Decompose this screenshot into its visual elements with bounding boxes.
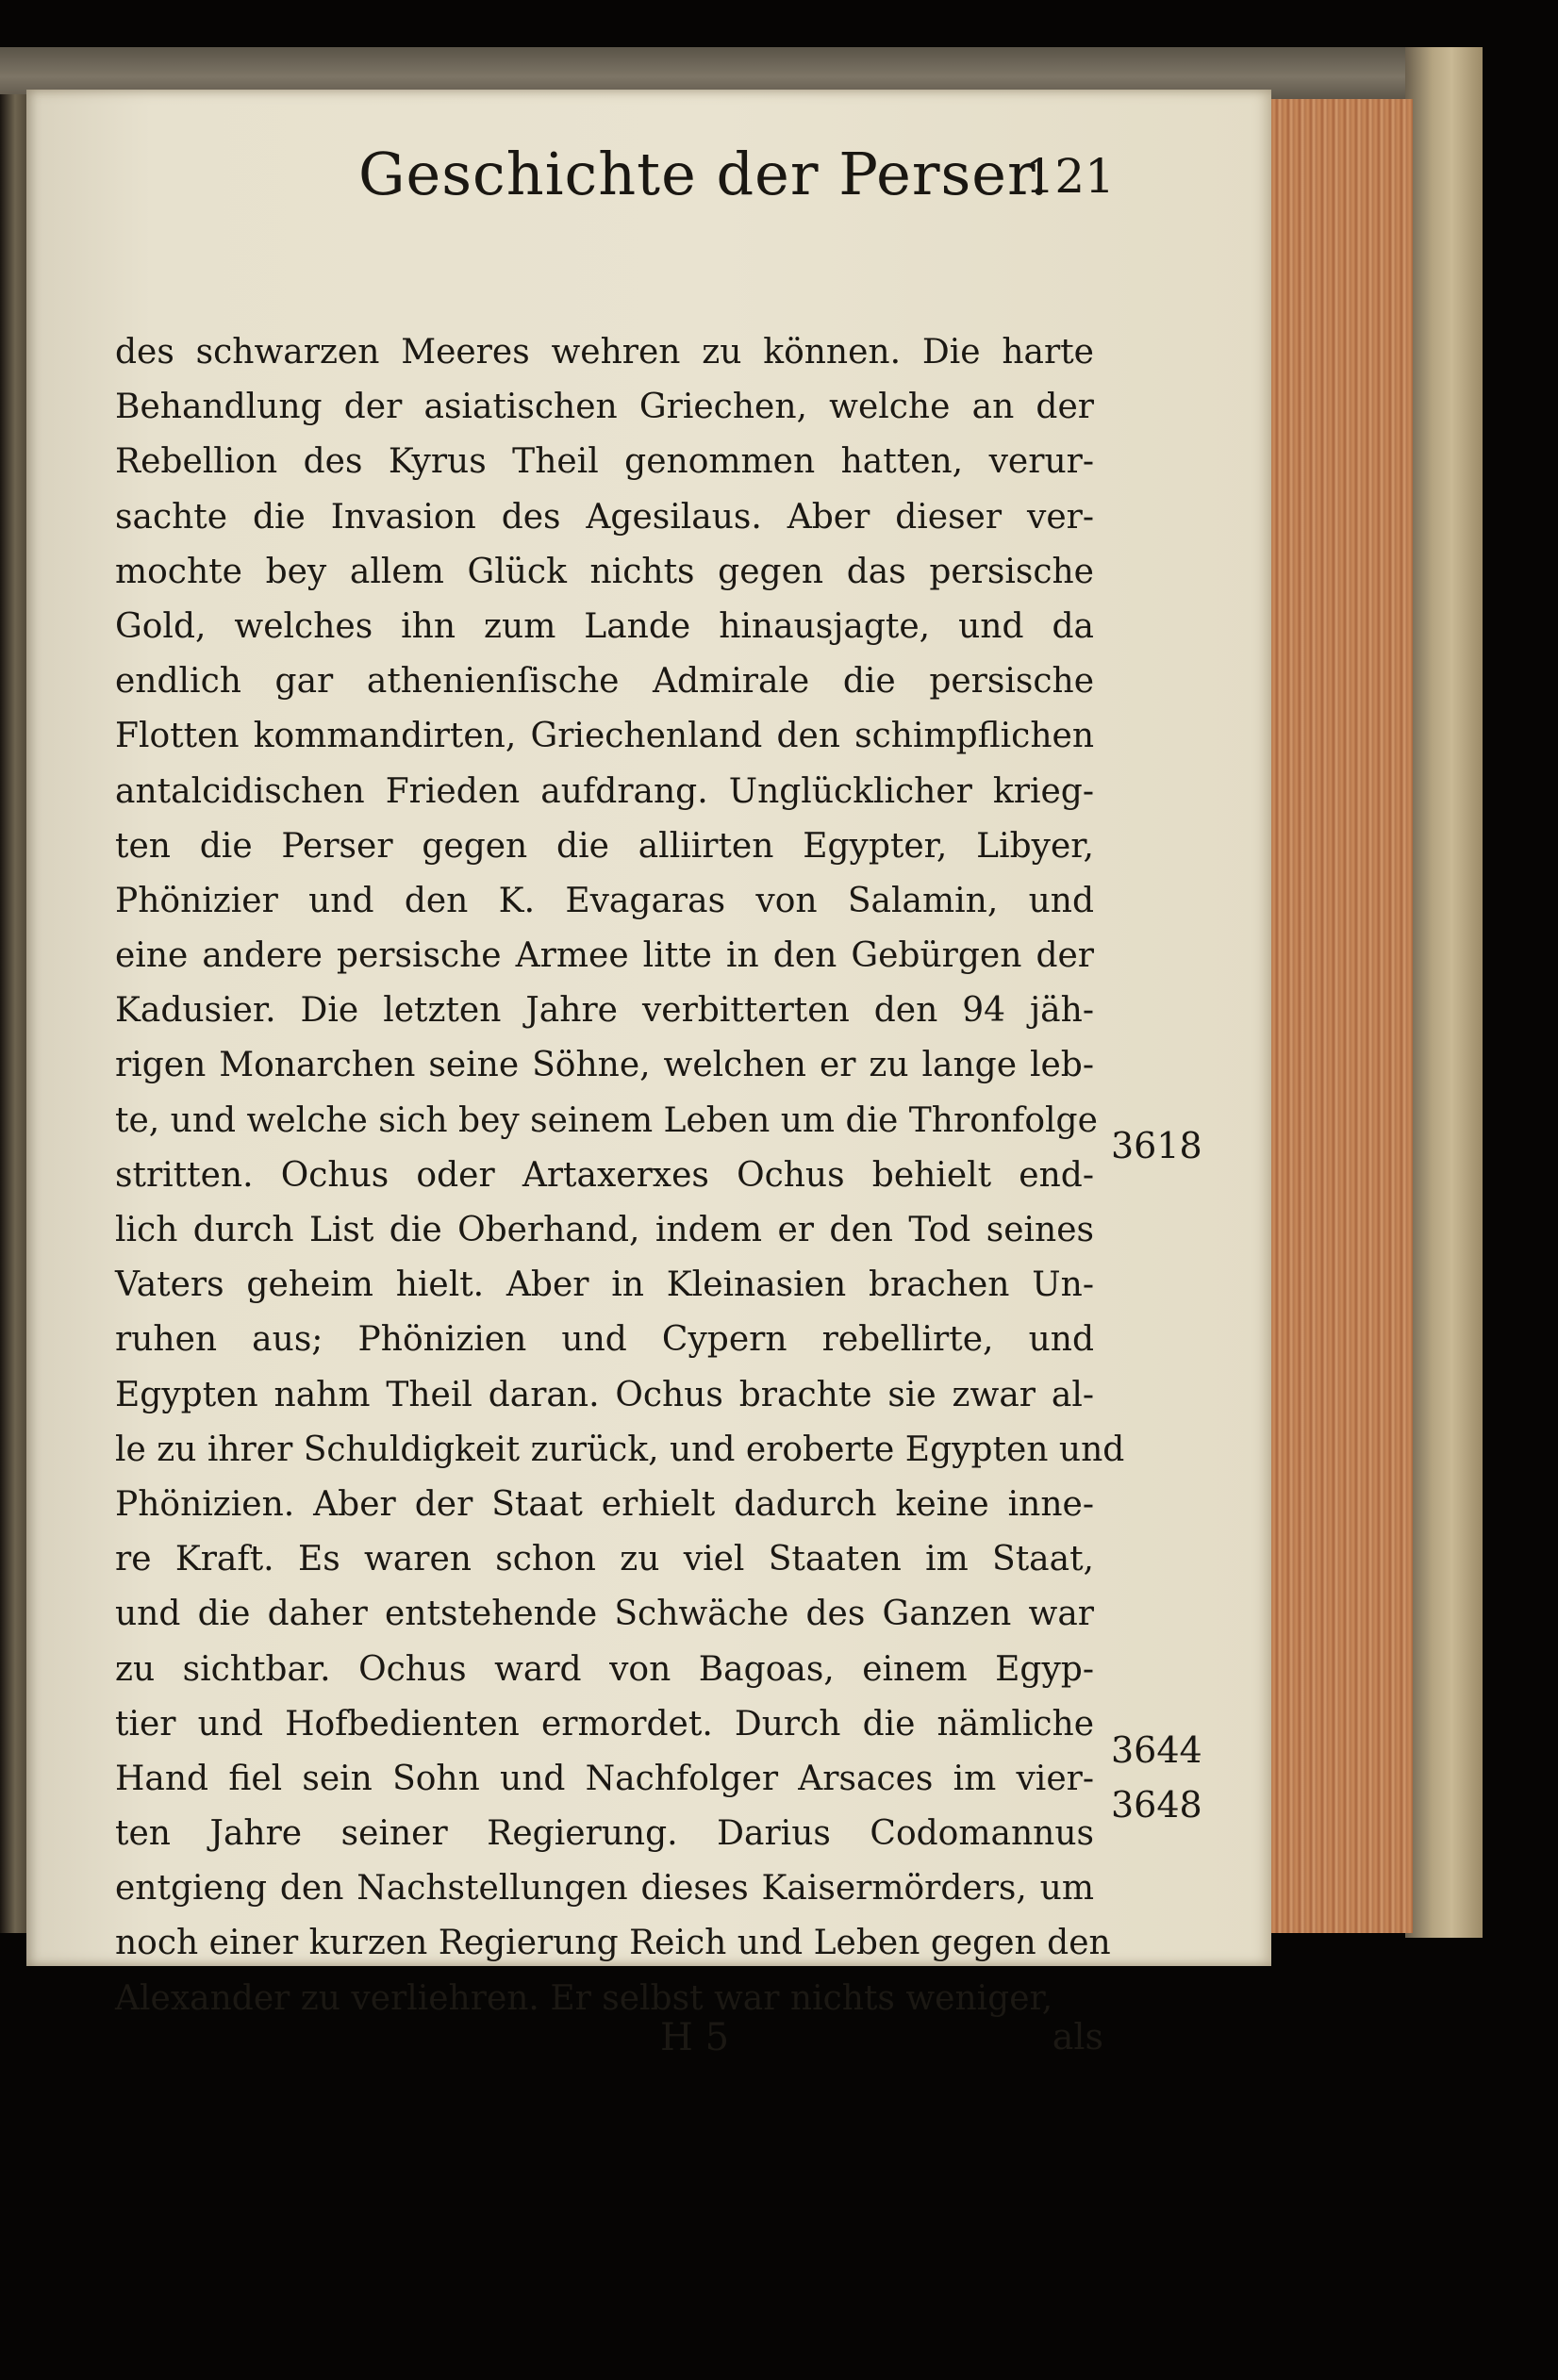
page-number: 121: [1024, 149, 1115, 204]
text-line: rigen Monarchen seine Söhne, welchen er zu lange leb-: [115, 1046, 1094, 1085]
text-line: Hand fiel sein Sohn und Nachfolger Arsaces im vier-: [115, 1759, 1094, 1798]
running-head-title: Geschichte der Perser.: [358, 140, 1050, 208]
text-line: re Kraft. Es waren schon zu viel Staaten im Staat,: [115, 1540, 1094, 1579]
margin-year-note: 3618: [1111, 1125, 1202, 1166]
text-line: Gold, welches ihn zum Lande hinausjagte, und da: [115, 606, 1094, 646]
text-line: Behandlung der asiatischen Griechen, welche an der: [115, 388, 1094, 427]
text-line: Kadusier. Die letzten Jahre verbitterten den 94 jäh-: [115, 991, 1094, 1031]
text-line: Phönizier und den K. Evagaras von Salamin, und: [115, 881, 1094, 920]
text-line: te, und welche sich bey seinem Leben um die Thronfolge: [115, 1100, 1098, 1140]
text-line: zu sichtbar. Ochus ward von Bagoas, einem Egyp-: [115, 1649, 1094, 1689]
text-line: stritten. Ochus oder Artaxerxes Ochus behielt end-: [115, 1155, 1094, 1195]
margin-year-note: 3644: [1111, 1729, 1202, 1771]
text-line: Flotten kommandirten, Griechenland den schimpflichen: [115, 717, 1094, 756]
text-line: antalcidischen Frieden aufdrang. Unglücklicher krieg-: [115, 771, 1094, 811]
text-line: tier und Hofbedienten ermordet. Durch die nämliche: [115, 1704, 1094, 1744]
text-line: ruhen aus; Phönizien und Cypern rebellirte, und: [115, 1320, 1094, 1360]
body-text: [115, 325, 1125, 2026]
margin-year-note: 3648: [1111, 1784, 1202, 1826]
text-line: lich durch List die Oberhand, indem er den Tod seines: [115, 1211, 1094, 1249]
text-line: ten Jahre seiner Regierung. Darius Codomannus: [115, 1814, 1094, 1854]
text-line: noch einer kurzen Regierung Reich und Leben gegen den: [115, 1924, 1111, 1963]
text-line: sachte die Invasion des Agesilaus. Aber dieser ver-: [115, 497, 1094, 537]
text-line: ten die Perser gegen die alliirten Egypter, Libyer,: [115, 826, 1094, 866]
text-line: mochte bey allem Glück nichts gegen das persische: [115, 552, 1094, 591]
text-line: entgieng den Nachstellungen dieses Kaisermörders, um: [115, 1869, 1094, 1909]
cover-board-right: [1405, 47, 1483, 1938]
text-line: Egypten nahm Theil daran. Ochus brachte sie zwar al-: [115, 1375, 1094, 1414]
text-line: Rebellion des Kyrus Theil genommen hatten, verur-: [115, 442, 1094, 482]
text-line: endlich gar athenienſische Admirale die persische: [115, 662, 1094, 702]
text-line: eine andere persische Armee litte in den Gebürgen der: [115, 936, 1094, 976]
text-line: und die daher entstehende Schwäche des Ganzen war: [115, 1595, 1094, 1634]
text-line: Alexander zu verliehren. Er selbst war nichts weniger,: [115, 1978, 1053, 2018]
text-line: Phönizien. Aber der Staat erhielt dadurch keine inne-: [115, 1484, 1094, 1524]
text-line: le zu ihrer Schuldigkeit zurück, und eroberte Egypten und: [115, 1430, 1125, 1469]
page-edges: [1268, 99, 1413, 1933]
signature-mark: H 5: [660, 2016, 730, 2059]
text-line: Vaters geheim hielt. Aber in Kleinasien brachen Un-: [115, 1265, 1094, 1305]
catchword: als: [1052, 2016, 1103, 2058]
text-line: des schwarzen Meeres wehren zu können. Die harte: [115, 333, 1094, 372]
